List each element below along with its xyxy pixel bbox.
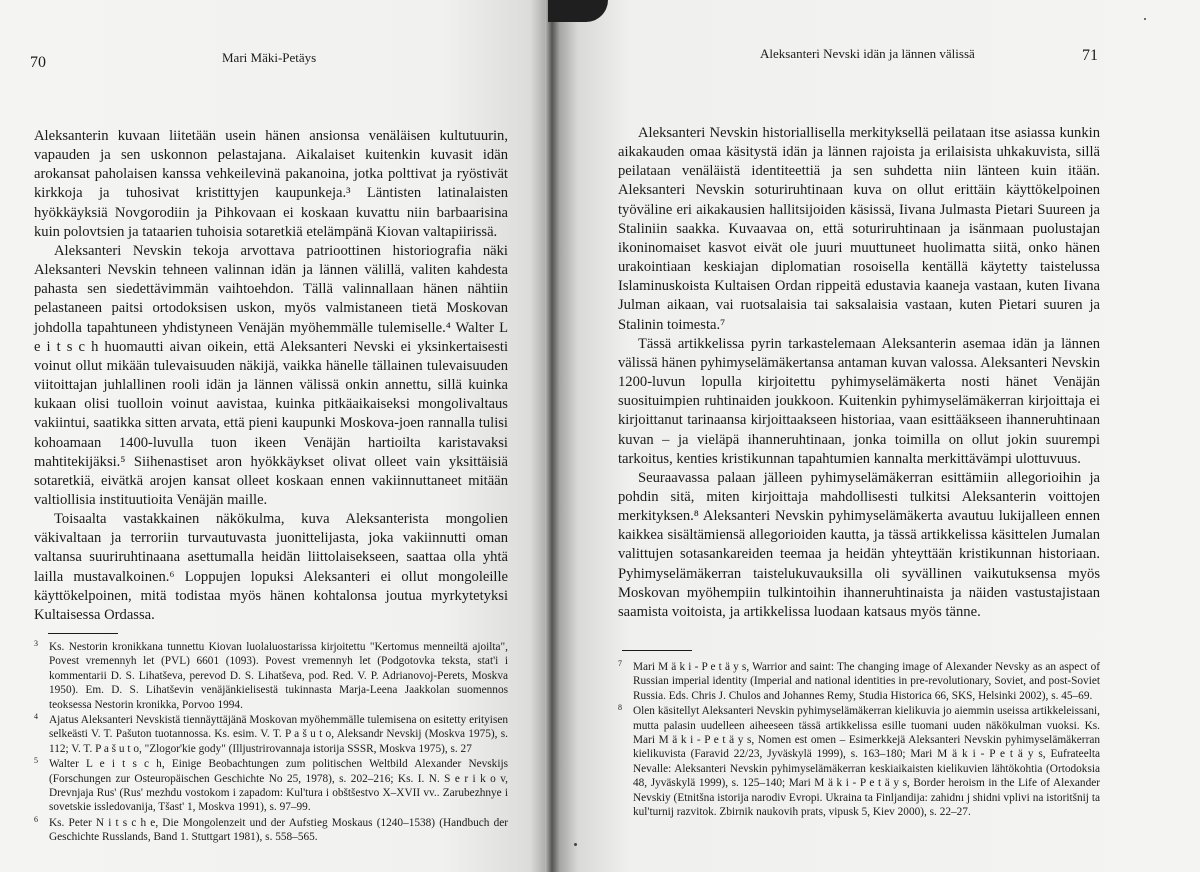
footnote-rule bbox=[48, 633, 118, 634]
page-number: 71 bbox=[1082, 47, 1098, 64]
scan-speck bbox=[1144, 18, 1146, 20]
paragraph: Aleksanteri Nevskin historiallisella merkityksellä peilataan itse asiassa kunkin aikakauden omaa käsitystä idän ja lännen rajoista ja erilaisista uhkakuvista, sillä peilataan venäläistä identiteettiä ja sen suhdetta niin länteen kuin itään. Aleksanteri Nevskin soturiruhtinaan kuva on ollut erittäin käyttökelpoinen työväline eri aikakausien hallitsijoiden käsissä, Iivana Julmasta Pietari Suureen ja Staliniin saakka. Kuvaavaa on, että soturiruhtinaan ja isänmaan puolustajan ikoninomaiset kasvot eivät ole juuri muuttuneet huolimatta siitä, onko hänen urakointiaan keskiajan diplomatian rosoisella kentällä käytetty taistelussa Islaminuskoista Kultaisen Ordan rippeitä edustavia kaaneja vastaan, kuten Iivana Julman aikaan, vai ruotsalaisia tai saksalaisia vastaan, kuten Pietari suuren ja Stalinin toimesta.⁷ bbox=[618, 125, 1100, 333]
paragraph: Toisaalta vastakkainen näkökulma, kuva Aleksanterista mongolien väkivaltaan ja terroriin turvautuvasta juonittelijasta, joka vakiinnutti oman valtansa suuriruhtinaana asettumalla heidän liittolaisekseen, saattaa olla yhtä lailla mustavalkoinen.⁶ Loppujen lopuksi Aleksanteri ei ollut mongoleille käyttökelpoinen, mitä todistaa myös hänen kohtalonsa joutua myrkytetyksi Kultaisessa Ordassa. bbox=[34, 511, 508, 623]
body-text bbox=[618, 124, 1100, 622]
footnote-text: Mari M ä k i - P e t ä y s, Warrior and saint: The changing image of Alexander Nevsky as an aspect of Russian imperial identity (Imperial and national identities in pre-revolutionary, Soviet, and post-Soviet Russia. Eds. Chris J. Chulos and Johannes Remy, Studia Historica 66, SKS, Helsinki 2002), s. 45–69. bbox=[633, 661, 1100, 702]
left-page bbox=[0, 0, 552, 872]
footnote-text: Olen käsitellyt Aleksanteri Nevskin pyhimyselämäkerran kielikuvia jo aiemmin useissa artikkeleissani, mutta palasin uudelleen aiheeseen tässä artikkelissa esille tuomani uuden näkökulman vuoksi. Ks. Mari M ä k i - P e t ä y s, Nomen est omen – Esimerkkejä Aleksanteri Nevskin pyhimyselämäkerran kielikuvista (Faravid 22/23, Jyväskylä 1999), s. 163–180; Mari M ä k i - P e t ä y s, Eufrateelta Nevalle: Aleksanteri Nevskin pyhimyselämäkerran keskiaikaisten kielikuvien lähtökohtia (Ortodoksia 48, Jyväskylä 1999), s. 125–140; Mari M ä k i - P e t ä y s, Border heroism in the Life of Alexander Nevskiy (Etnitšna istorija narodiv Evropi. Ukraina ta Finljandija: zahidnı j shidni vplivi na istoritšnij ta kul'turnij razvitok. Zbirnik naukovih prats, vipusk 5, Kiev 2000), s. 22–27. bbox=[633, 705, 1100, 819]
scan-speck bbox=[574, 843, 577, 846]
footnote bbox=[34, 757, 508, 815]
footnote-number: 6 bbox=[34, 814, 38, 824]
footnote bbox=[34, 640, 508, 712]
footnote bbox=[34, 713, 508, 756]
footnote-rule bbox=[622, 650, 692, 651]
footnote bbox=[618, 704, 1100, 819]
footnote-number: 4 bbox=[34, 712, 38, 722]
paragraph: Aleksanterin kuvaan liitetään usein hänen ansionsa venäläisen kultutuurin, vapauden ja sen uskonnon pelastajana. Aikalaiset kuitenkin kuvasit idän arokansat paholaisen kanssa vehkeilevinä pakanoina, jotka polttivat ja ryöstivät kirkkoja ja tuhosivat kristittyjen kaupunkeja.³ Läntisten latinalaisten hyökkäyksiä Novgorodiin ja Pihkovaan ei koskaan kuvattu niin barbaarisina kuin polovtsien ja tataarien tuhoisia sotaretkiä etelämpänä Kiovan valtapiirissä. bbox=[34, 128, 508, 240]
footnote-number: 3 bbox=[34, 639, 38, 648]
footnote-number: 8 bbox=[618, 703, 622, 713]
footnote-text: Ks. Nestorin kronikkana tunnettu Kiovan luolaluostarissa kirjoitettu "Kertomus menneiltä ajoilta", Povest vremennyh let (PVL) 6601 (1093). Povest vremennyh let (Podgotovka teksta, stat'i i kommentarii D. S. Lihatševa, perevod D. S. Lihatševa, pod. Red. V. P. Adrianovoj-Perets, Moskva 1950). Em. D. S. Lihatševin venäjänkielisestä tukinnasta Marja-Leena Jaakkolan suomennos teoksessa Nestorin kronikka, Porvoo 1994. bbox=[49, 641, 508, 711]
footnotes bbox=[618, 660, 1100, 820]
paragraph: Aleksanteri Nevskin tekoja arvottava patrioottinen historiografia näki Aleksanteri Nevskin tehneen valinnan idän ja lännen välillä, valiten kahdesta pahasta sen siedettävimmän vaihtoehdon. Tällä valinnallaan hänen nähtiin pelastaneen paitsi ortodoksisen uskon, myös valmistaneen tietä Moskovan johdolla tapahtuneen yhdistyneen Venäjän myöhemmälle tulemiselle.⁴ Walter L e i t s c h huomautti aivan oikein, että Aleksanteri Nevski ei yksinkertaisesti voinut ollut mikään tulevaisuuden näkijä, vaikka hänelle tällainen tulevaisuuden viitoittajan juhlallinen rooli idän ja lännen välissä onkin annettu, sillä kuinka kukaan olisi tuolloin voinut aavistaa, kuinka pitkäaikaiseksi mongolivaltaus vakiintui, saatikka sitten arvata, että pieni kaupunki Moskova-joen rannalla tulisi kohoamaan 1400-luvulla tuon ikeen Venäjän hartioilta karistavaksi mahtitekijäksi.⁵ Siihenastiset aron hyökkäykset olivat olleet vain yksittäisiä sotaretkiä, eivätkä arojen kansat olleet koskaan ennen vakiinnuttaneet mitään valtiollisia instituutioita Venäjän maille. bbox=[34, 242, 508, 508]
footnotes bbox=[34, 640, 508, 846]
book-gutter bbox=[545, 0, 559, 872]
running-head: Mari Mäki-Petäys bbox=[222, 50, 317, 65]
footnote bbox=[34, 816, 508, 845]
footnote-number: 5 bbox=[34, 756, 38, 766]
running-head: Aleksanteri Nevski idän ja lännen välissä bbox=[760, 46, 975, 61]
footnote-text: Walter L e i t s c h, Einige Beobachtungen zum politischen Weltbild Alexander Nevskijs (Forschungen zur Osteuropäischen Geschichte No 25, 1978), s. 202–216; Ks. I. N. S e r i k o v, Drevnjaja Rus' (Rus' mezhdu vostokom i zapadom: Kul'tura i obštšestvo X–XVII vv.. Zarubezhnye i sovetskie issledovanija, Tšast' 1, Moskva 1991), s. 97–99. bbox=[49, 758, 508, 814]
right-page bbox=[552, 0, 1200, 872]
footnote-number: 7 bbox=[618, 659, 622, 668]
paragraph: Seuraavassa palaan jälleen pyhimyselämäkerran esittämiin allegorioihin ja pohdin sitä, miten kirjoittaja mahdollisesti tulkitsi Aleksanterin voittojen merkityksen.⁸ Aleksanteri Nevskin pyhimyselämäkerta avautuu lukijalleen ennen kaikkea sisältämiensä allegorioiden kautta, ja tässä artikkelissa käsittelen Jumalan valittujen sotasankareiden teemaa ja heidän yhteyttään kristikunnan historiaan. Pyhimyselämäkerran taistelukuvauksilla oli syvällinen vaikutuksensa myös Moskovan myöhempiin tulkintoihin ihanneruhtinaista ja näiden vastustajistaan saamista voitoista, ja artikkelissa luodaan katsaus myös tänne. bbox=[618, 469, 1100, 620]
body-text bbox=[34, 127, 508, 625]
footnote-text: Ajatus Aleksanteri Nevskistä tiennäyttäjänä Moskovan myöhemmälle tulemisena on esitetty erityisen selkeästi V. T. Pašuton tuotannossa. Ks. esim. V. T. P a š u t o, Aleksandr Nevskij (Moskva 1975), s. 112; V. T. P a š u t o, "Zlogor'kie gody" (Illjustrirovannaja istorija SSSR, Moskva 1975), s. 27 bbox=[49, 714, 508, 755]
page-number: 70 bbox=[30, 54, 46, 71]
footnote-text: Ks. Peter N i t s c h e, Die Mongolenzeit und der Aufstieg Moskaus (1240–1538) (Handbuch der Geschichte Russlands, Band 1. Stuttgart 1981), s. 558–565. bbox=[49, 816, 508, 844]
footnote bbox=[618, 660, 1100, 703]
paragraph: Tässä artikkelissa pyrin tarkastelemaan Aleksanterin asemaa idän ja lännen välissä hänen pyhimyselämäkertansa antaman kuvan valossa. Aleksanteri Nevskin 1200-luvun lopulla kirjoitettu pyhimyselämäkerta nosti hänet Venäjän suosituimpien ruhtinaiden joukkoon. Kuitenkin pyhimyselämäkerran kirjoittaja ei kirjoittanut tarinaansa kirjoittaakseen historiaa, vaan esittääkseen ihanneruhtinaan kuvan – ja vieläpä ihanneruhtinaan, jonka toimilla on ollut jokin suurempi tarkoitus, kenties kristikunnan tapahtumien kannalta merkittävämpi ulottuvuus. bbox=[618, 335, 1100, 467]
